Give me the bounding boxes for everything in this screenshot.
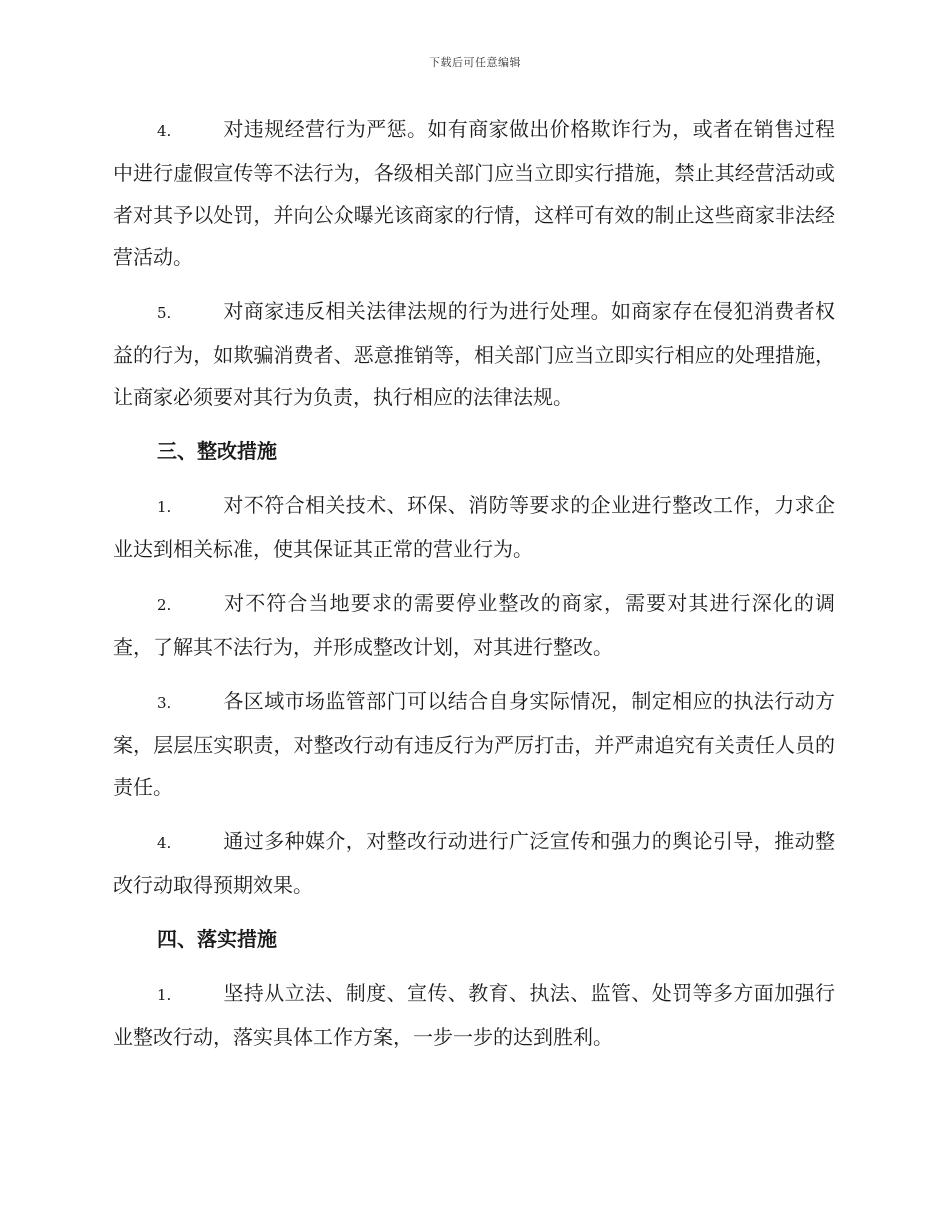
item-number: 3. — [157, 694, 172, 712]
list-item — [113, 820, 835, 906]
list-item — [113, 290, 835, 418]
header-note: 下载后可任意编辑 — [429, 56, 521, 69]
item-text: 各区域市场监管部门可以结合自身实际情况，制定相应的执法行动方案，层层压实职责，对整改行动有违反行为严厉打击，并严肃追究有关责任人员的责任。 — [113, 689, 835, 799]
item-number: 4. — [157, 834, 172, 852]
document-body — [113, 108, 835, 1070]
list-item — [113, 484, 835, 570]
item-number: 4. — [157, 122, 172, 140]
item-number: 1. — [157, 498, 172, 516]
list-item — [113, 680, 835, 808]
item-text: 对违规经营行为严惩。如有商家做出价格欺诈行为，或者在销售过程中进行虚假宣传等不法行为，各级相关部门应当立即实行措施，禁止其经营活动或者对其予以处罚，并向公众曝光该商家的行情，这样可有效的制止这些商家非法经营活动。 — [113, 117, 835, 269]
item-text: 通过多种媒介，对整改行动进行广泛宣传和强力的舆论引导，推动整改行动取得预期效果。 — [113, 829, 835, 897]
item-number: 2. — [157, 596, 172, 614]
item-text: 对不符合当地要求的需要停业整改的商家，需要对其进行深化的调查，了解其不法行为，并形成整改计划，对其进行整改。 — [113, 591, 835, 659]
section-heading: 三、整改措施 — [157, 439, 277, 463]
item-number: 1. — [157, 986, 172, 1004]
list-item — [113, 972, 835, 1058]
section-heading: 四、落实措施 — [157, 927, 277, 951]
list-item — [113, 582, 835, 668]
list-item — [113, 108, 835, 278]
item-text: 对商家违反相关法律法规的行为进行处理。如商家存在侵犯消费者权益的行为，如欺骗消费者、恶意推销等，相关部门应当立即实行相应的处理措施，让商家必须要对其行为负责，执行相应的法律法规。 — [113, 299, 835, 409]
item-text: 对不符合相关技术、环保、消防等要求的企业进行整改工作，力求企业达到相关标准，使其保证其正常的营业行为。 — [113, 493, 835, 561]
item-number: 5. — [157, 304, 172, 322]
item-text: 坚持从立法、制度、宣传、教育、执法、监管、处罚等多方面加强行业整改行动，落实具体工作方案，一步一步的达到胜利。 — [113, 981, 835, 1049]
